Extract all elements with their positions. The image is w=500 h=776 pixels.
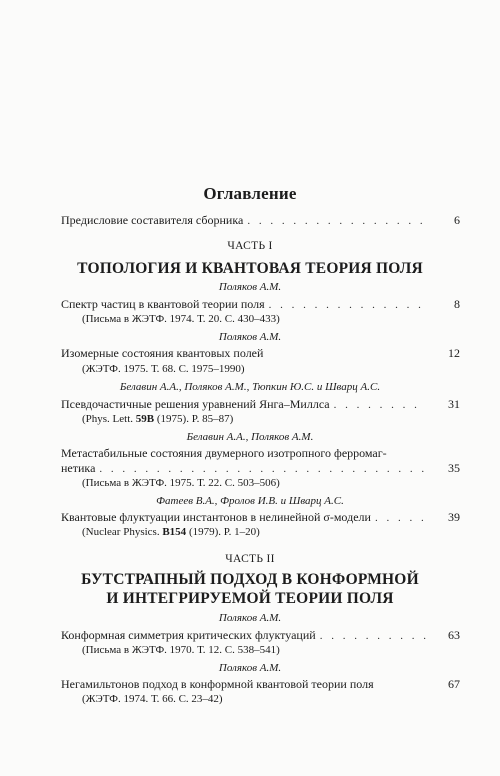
entry-title-line1: Метастабильные состояния двумерного изотропного ферромаг- [61,446,387,460]
toc-entry [61,628,430,643]
page-number: 6 [454,213,460,227]
source-volume: B154 [162,526,187,538]
entry-source: (ЖЭТФ. 1975. Т. 68. С. 1975–1990) [82,363,245,375]
entry-authors: Поляков А.М. [218,662,282,674]
entry-title: Псевдочастичные решения уравнений Янга–Миллса [61,397,330,411]
toc-entry [61,297,430,312]
leader-dots [320,630,426,642]
source-text: (1975). P. 85–87) [154,413,234,425]
source-text: (1979). P. 1–20) [186,526,260,538]
toc-entry [61,461,430,476]
entry-authors: Поляков А.М. [218,331,282,343]
leader-dots [99,463,426,475]
page-number: 12 [448,346,460,360]
entry-source: (ЖЭТФ. 1974. Т. 66. С. 23–42) [82,693,223,705]
entry-authors: Белавин А.А., Поляков А.М. [186,431,314,443]
part-title-line2: И ИНТЕГРИРУЕМОЙ ТЕОРИИ ПОЛЯ [106,590,394,607]
entry-title: Предисловие составителя сборника [61,213,244,227]
entry-title: нетика [61,461,96,475]
toc-entry [61,397,430,412]
entry-authors: Поляков А.М. [218,281,282,293]
entry-authors: Фатеев В.А., Фролов И.В. и Шварц А.С. [156,495,344,507]
page-number: 63 [448,628,460,642]
page-number: 8 [454,297,460,311]
entry-authors: Белавин А.А., Поляков А.М., Тюпкин Ю.С. и Шварц А.С. [119,381,381,393]
page-number: 35 [448,461,460,475]
page-number: 31 [448,397,460,411]
entry-title: Квантовые флуктуации инстантонов в нелинейной σ-модели [61,510,371,524]
leader-dots [334,399,426,411]
source-text: (Phys. Lett. [82,413,136,425]
part-label: ЧАСТЬ II [225,553,275,565]
entry-source: (Письма в ЖЭТФ. 1975. Т. 22. С. 503–506) [82,477,280,489]
leader-dots [269,299,426,311]
part-title: ТОПОЛОГИЯ И КВАНТОВАЯ ТЕОРИЯ ПОЛЯ [77,260,423,277]
toc-entry [61,510,430,525]
entry-title: Негамильтонов подход в конформной квантовой теории поля [61,677,374,691]
part-title-line1: БУТСТРАПНЫЙ ПОДХОД В КОНФОРМНОЙ [81,571,419,588]
entry-title: Изомерные состояния квантовых полей [61,346,264,360]
entry-title: Спектр частиц в квантовой теории поля [61,297,265,311]
entry-authors: Поляков А.М. [218,612,282,624]
part-label: ЧАСТЬ I [227,240,273,252]
entry-source: (Письма в ЖЭТФ. 1970. Т. 12. С. 538–541) [82,644,280,656]
source-text: (Nuclear Physics. [82,526,163,538]
leader-dots [247,215,426,227]
page-number: 39 [448,510,460,524]
entry-source [82,526,260,538]
page-number: 67 [448,677,460,691]
entry-source: (Письма в ЖЭТФ. 1974. Т. 20. С. 430–433) [82,313,280,325]
leader-dots [375,512,426,524]
entry-source [82,413,233,425]
page-title: Оглавление [203,184,297,203]
toc-entry-preface [61,213,430,228]
entry-title: Конформная симметрия критических флуктуаций [61,628,316,642]
source-volume: 59B [135,413,155,425]
